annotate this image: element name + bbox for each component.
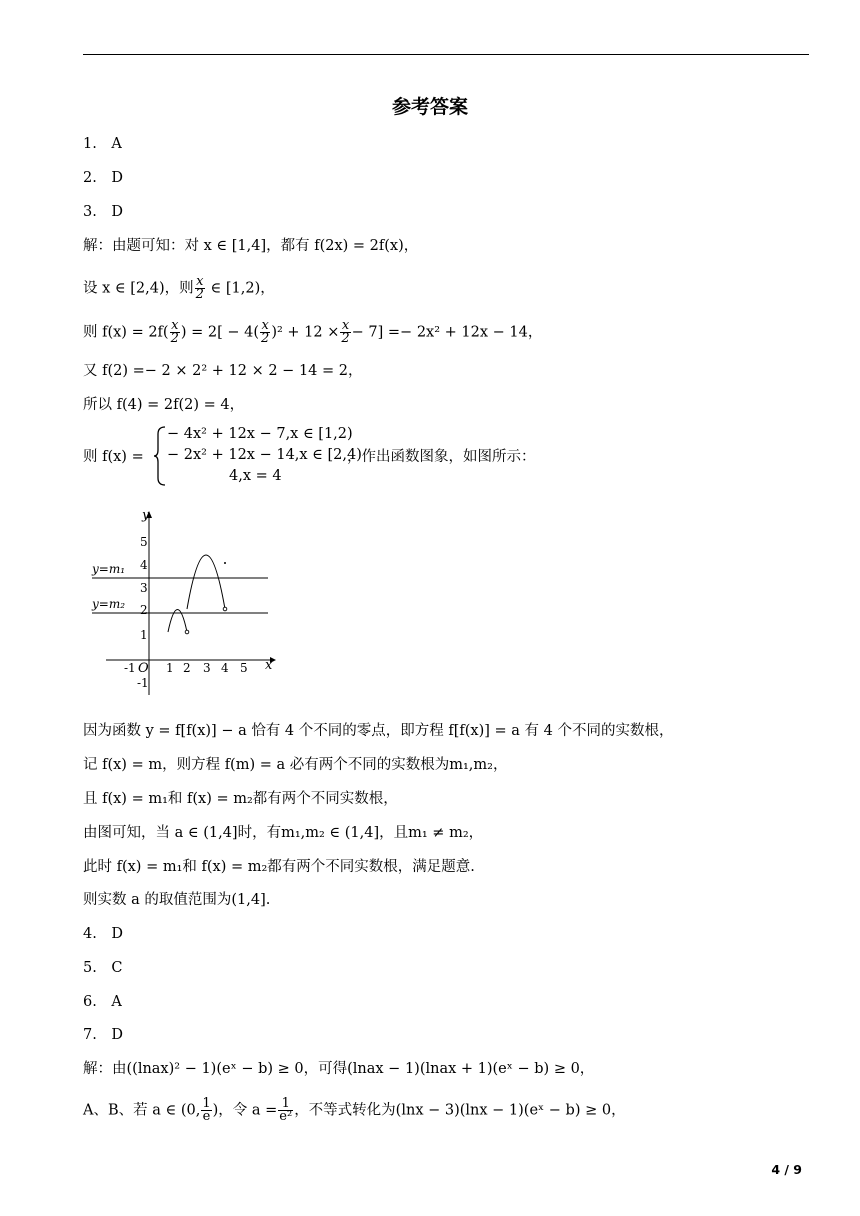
open-point-icon xyxy=(185,630,189,634)
m1-label: y=m₁ xyxy=(92,562,126,576)
sol3-line-2-b: ∈ [1,2)， xyxy=(205,280,275,297)
sol3-line-3-c: )² + 12 × xyxy=(271,324,340,341)
y-axis-label: y xyxy=(142,508,150,523)
answer-2: 2. D xyxy=(83,170,123,186)
frac-den: 2 xyxy=(341,331,350,346)
sol3-line-1: 解：由题可知：对 x ∈ [1,4]，都有 f(2x) = 2f(x)， xyxy=(83,238,419,254)
answer-4: 4. D xyxy=(83,926,123,942)
answer-7: 7. D xyxy=(83,1027,123,1043)
case-3: 4,x = 4 xyxy=(229,468,282,484)
origin-label: O xyxy=(138,661,149,676)
curve-segment-2 xyxy=(187,555,225,609)
frac-den: e² xyxy=(279,1109,293,1124)
sol3-line-9: 且 f(x) = m₁和 f(x) = m₂都有两个不同实数根， xyxy=(83,791,398,807)
page-title: 参考答案 xyxy=(391,96,468,118)
y-tick-label: 5 xyxy=(140,535,148,549)
sol3-line-2 xyxy=(83,276,275,301)
sol3-line-11: 此时 f(x) = m₁和 f(x) = m₂都有两个不同实数根，满足题意. xyxy=(83,859,475,875)
header-rule xyxy=(83,54,809,55)
fraction-x-over-2 xyxy=(260,320,270,345)
y-tick-label: 4 xyxy=(140,558,148,572)
frac-den: 2 xyxy=(261,331,270,346)
sol3-line-5: 所以 f(4) = 2f(2) = 4， xyxy=(83,397,245,413)
sol3-line-10: 由图可知，当 a ∈ (1,4]时，有m₁,m₂ ∈ (1,4]，且m₁ ≠ m₂， xyxy=(83,825,484,841)
x-tick-label: 1 xyxy=(166,661,174,675)
frac-num: x xyxy=(341,318,350,333)
page-number: 4 / 9 xyxy=(771,1162,802,1177)
sol7-line-2-c: ，不等式转化为(lnx − 3)(lnx − 1)(eˣ − b) ≥ 0， xyxy=(294,1102,626,1119)
sol7-line-2-a: A、B、若 a ∈ (0, xyxy=(83,1102,201,1119)
fraction-x-over-2 xyxy=(340,320,350,345)
sol3-line-7: 因为函数 y = f[f(x)] − a 恰有 4 个不同的零点，即方程 f[f(x)] = a 有 4 个不同的实数根， xyxy=(83,723,674,739)
sol7-line-2 xyxy=(83,1098,626,1123)
answer-3: 3. D xyxy=(83,204,123,220)
sol3-line-2-a: 设 x ∈ [2,4)，则 xyxy=(83,280,194,297)
piecewise-tail: ，作出函数图象，如图所示： xyxy=(347,449,536,465)
fraction-1-over-e2 xyxy=(278,1098,293,1123)
sol3-line-3 xyxy=(83,320,542,345)
answer-5: 5. C xyxy=(83,960,123,976)
open-point-icon xyxy=(223,607,227,611)
sol3-line-3-a: 则 f(x) = 2f( xyxy=(83,324,169,341)
frac-num: x xyxy=(196,274,204,289)
sol3-line-8: 记 f(x) = m，则方程 f(m) = a 必有两个不同的实数根为m₁,m₂， xyxy=(83,757,508,773)
point-4-4-icon xyxy=(224,562,226,564)
case-1: − 4x² + 12x − 7,x ∈ [1,2) xyxy=(167,426,353,442)
fraction-x-over-2 xyxy=(170,320,180,345)
y-tick-label: 3 xyxy=(140,581,148,595)
x-tick-label: -1 xyxy=(124,661,136,675)
x-tick-label: 5 xyxy=(240,661,248,675)
answer-1: 1. A xyxy=(83,136,122,152)
sol3-line-3-b: ) = 2[ − 4( xyxy=(180,324,260,341)
frac-num: 1 xyxy=(278,1098,293,1111)
sol3-line-3-d: − 7] =− 2x² + 12x − 14， xyxy=(351,324,543,341)
x-axis-label: x xyxy=(265,658,273,673)
sol7-line-1: 解：由((lnax)² − 1)(eˣ − b) ≥ 0，可得(lnax − 1)(lnax + 1)(eˣ − b) ≥ 0， xyxy=(83,1061,595,1077)
frac-num: 1 xyxy=(202,1096,211,1111)
m2-label: y=m₂ xyxy=(92,597,126,611)
sol3-line-4: 又 f(2) =− 2 × 2² + 12 × 2 − 14 = 2， xyxy=(83,363,363,379)
frac-den: 2 xyxy=(195,287,204,302)
function-graph xyxy=(88,505,278,700)
frac-den: e xyxy=(202,1109,211,1124)
fraction-1-over-e xyxy=(201,1098,211,1123)
brace-icon xyxy=(153,426,167,486)
case-2: − 2x² + 12x − 14,x ∈ [2,4) xyxy=(167,447,362,463)
x-tick-label: 3 xyxy=(203,661,211,675)
frac-den: 2 xyxy=(170,331,179,346)
y-tick-label: -1 xyxy=(137,676,149,690)
frac-num: x xyxy=(171,318,179,333)
fraction-x-over-2 xyxy=(195,276,205,301)
frac-num: x xyxy=(261,318,269,333)
sol3-line-12: 则实数 a 的取值范围为(1,4]. xyxy=(83,892,271,908)
y-tick-label: 2 xyxy=(140,603,148,617)
x-tick-label: 2 xyxy=(183,661,191,675)
x-tick-label: 4 xyxy=(221,661,229,675)
answer-6: 6. A xyxy=(83,994,122,1010)
sol7-line-2-b: )，令 a = xyxy=(212,1102,278,1119)
y-tick-label: 1 xyxy=(140,628,148,642)
piecewise-lhs: 则 f(x) = xyxy=(83,449,144,465)
